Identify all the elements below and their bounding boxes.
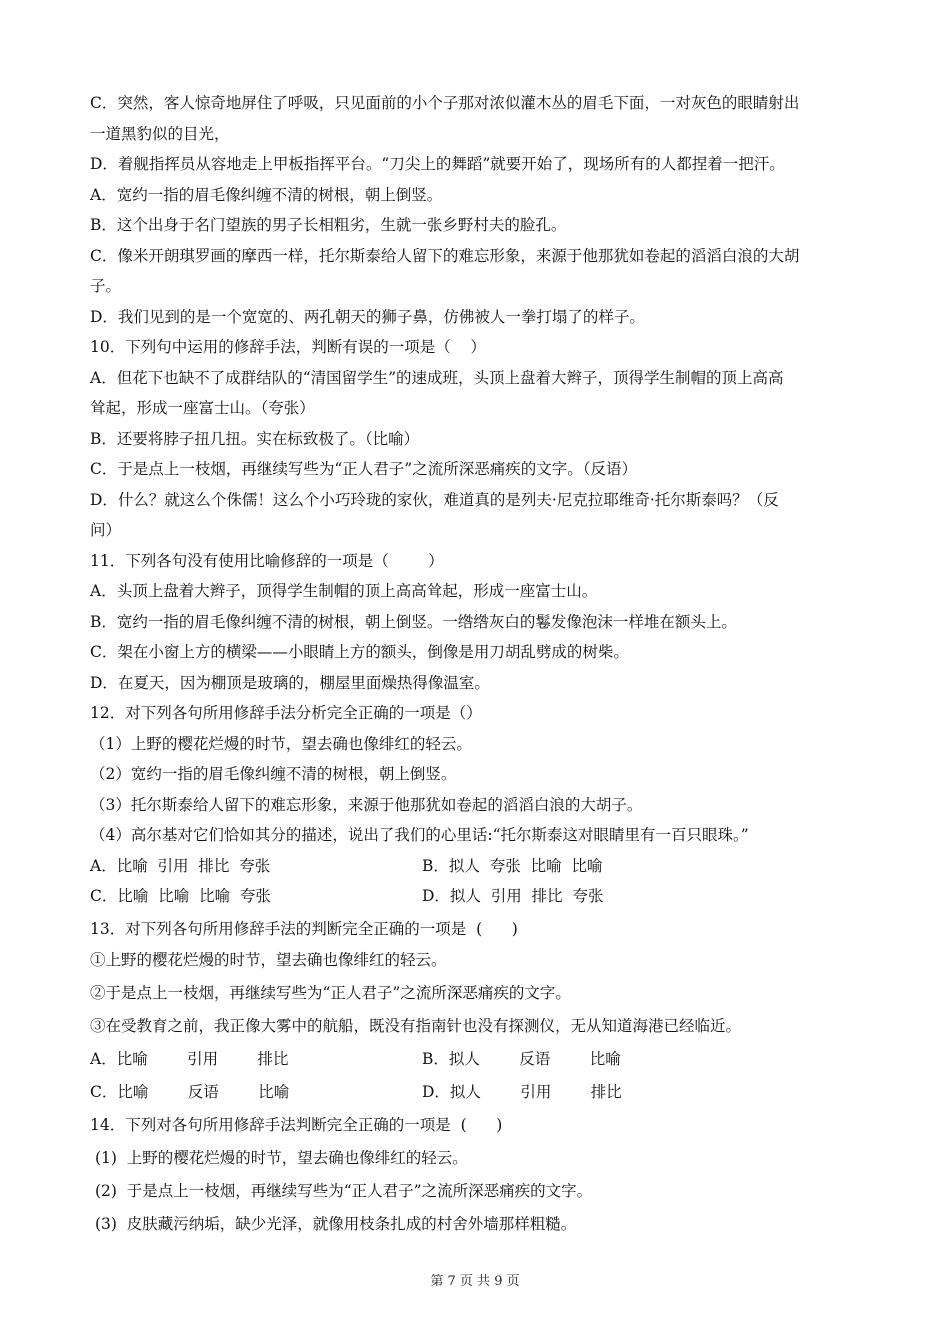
q13-option-c: C．比喻 反语 比喻 xyxy=(90,1083,290,1101)
text-line: （3）托尔斯泰给人留下的难忘形象，来源于他那犹如卷起的滔滔白浪的大胡子。 xyxy=(90,795,643,814)
text-line: C．像米开朗琪罗画的摩西一样，托尔斯泰给人留下的难忘形象，来源于他那犹如卷起的滔滔白浪的大胡 xyxy=(90,246,800,265)
q12-options-row xyxy=(90,881,865,912)
text-block-b xyxy=(90,914,865,1044)
text-line: B．宽约一指的眉毛像纠缠不清的树根，朝上倒竖。一绺绺灰白的鬈发像泡沫一样堆在额头上。 xyxy=(90,612,737,631)
text-line: （2）宽约一指的眉毛像纠缠不清的树根，朝上倒竖。 xyxy=(90,765,457,783)
text-line: D．着舰指挥员从容地走上甲板指挥平台。“刀尖上的舞蹈”就要开始了，现场所有的人都捏着一把汗。 xyxy=(90,155,785,173)
q12-options-row xyxy=(90,851,865,882)
text-line: ②于是点上一枝烟，再继续写些为“正人君子”之流所深恶痛疾的文字。 xyxy=(90,984,571,1002)
text-line: D．在夏天，因为棚顶是玻璃的，棚屋里面燥热得像温室。 xyxy=(90,673,490,692)
q12-option-c: C．比喻 比喻 比喻 夸张 xyxy=(90,887,271,905)
text-block-a xyxy=(90,88,865,851)
q13-option-b: B．拟人 反语 比喻 xyxy=(422,1050,621,1068)
text-line: 一道黑豹似的目光， xyxy=(90,124,230,143)
text-line: 子。 xyxy=(90,277,122,295)
text-line: C．突然，客人惊奇地屏住了呼吸，只见面前的小个子那对浓似灌木丛的眉毛下面，一对灰色的眼睛射出 xyxy=(90,94,800,112)
text-line: D．什么？就这么个侏儒！这么个小巧玲珑的家伙，难道真的是列夫·尼克拉耶维奇·托尔斯泰吗？（反 xyxy=(90,490,779,509)
q13-options-row xyxy=(90,1043,865,1076)
text-line: （4）高尔基对它们恰如其分的描述，说出了我们的心里话:“托尔斯泰这对眼睛里有一百只眼珠。” xyxy=(90,826,749,844)
q13-option-a: A．比喻 引用 排比 xyxy=(90,1050,289,1068)
text-line: 问） xyxy=(90,521,122,539)
question-12-stem: 12．对下列各句所用修辞手法分析完全正确的一项是（） xyxy=(90,704,482,722)
text-block-c xyxy=(90,1109,865,1241)
text-line: C．架在小窗上方的横梁——小眼睛上方的额头，倒像是用刀胡乱劈成的树柴。 xyxy=(90,643,629,661)
q12-option-d: D．拟人 引用 排比 夸张 xyxy=(422,887,604,905)
text-line: A．头顶上盘着大辫子，顶得学生制帽的顶上高高耸起，形成一座富士山。 xyxy=(90,582,598,600)
page-footer: 第 7 页 共 9 页 xyxy=(430,1274,520,1289)
text-line: (3) 皮肤藏污纳垢，缺少光泽，就像用枝条扎成的村舍外墙那样粗糙。 xyxy=(90,1215,577,1233)
text-line: （1）上野的樱花烂熳的时节，望去确也像绯红的轻云。 xyxy=(90,734,472,753)
q12-option-b: B．拟人 夸张 比喻 比喻 xyxy=(422,856,603,875)
text-line: (1) 上野的樱花烂熳的时节，望去确也像绯红的轻云。 xyxy=(90,1149,468,1167)
question-11-stem: 11．下列各句没有使用比喻修辞的一项是（ ） xyxy=(90,551,444,570)
q13-options-row xyxy=(90,1076,865,1109)
text-line: A．但花下也缺不了成群结队的“清国留学生”的速成班，头顶上盘着大辫子，顶得学生制帽的顶上高高 xyxy=(90,368,784,387)
question-13-stem: 13．对下列各句所用修辞手法的判断完全正确的一项是 ( ) xyxy=(90,919,518,938)
text-line: ①上野的樱花烂熳的时节，望去确也像绯红的轻云。 xyxy=(90,951,447,969)
text-line: D．我们见到的是一个宽宽的、两孔朝天的狮子鼻，仿佛被人一拳打塌了的样子。 xyxy=(90,307,645,326)
text-line: A．宽约一指的眉毛像纠缠不清的树根，朝上倒竖。 xyxy=(90,185,443,204)
question-14-stem: 14．下列对各句所用修辞手法判断完全正确的一项是 ( ) xyxy=(90,1116,503,1134)
text-line: C．于是点上一枝烟，再继续写些为“正人君子”之流所深恶痛疾的文字。（反语） xyxy=(90,460,637,478)
text-line: B．还要将脖子扭几扭。实在标致极了。（比喻） xyxy=(90,429,420,448)
question-10-stem: 10．下列句中运用的修辞手法，判断有误的一项是（ ） xyxy=(90,338,486,356)
text-line: (2) 于是点上一枝烟，再继续写些为“正人君子”之流所深恶痛疾的文字。 xyxy=(90,1182,593,1200)
text-line: B．这个出身于名门望族的男子长相粗劣，生就一张乡野村夫的脸孔。 xyxy=(90,216,567,234)
page-content xyxy=(90,88,865,1241)
q13-option-d: D．拟人 引用 排比 xyxy=(422,1083,622,1101)
text-line: 耸起，形成一座富士山。（夸张） xyxy=(90,399,315,417)
q12-option-a: A．比喻 引用 排比 夸张 xyxy=(90,856,271,875)
text-line: ③在受教育之前，我正像大雾中的航船，既没有指南针也没有探测仪，无从知道海港已经临近。 xyxy=(90,1017,742,1035)
